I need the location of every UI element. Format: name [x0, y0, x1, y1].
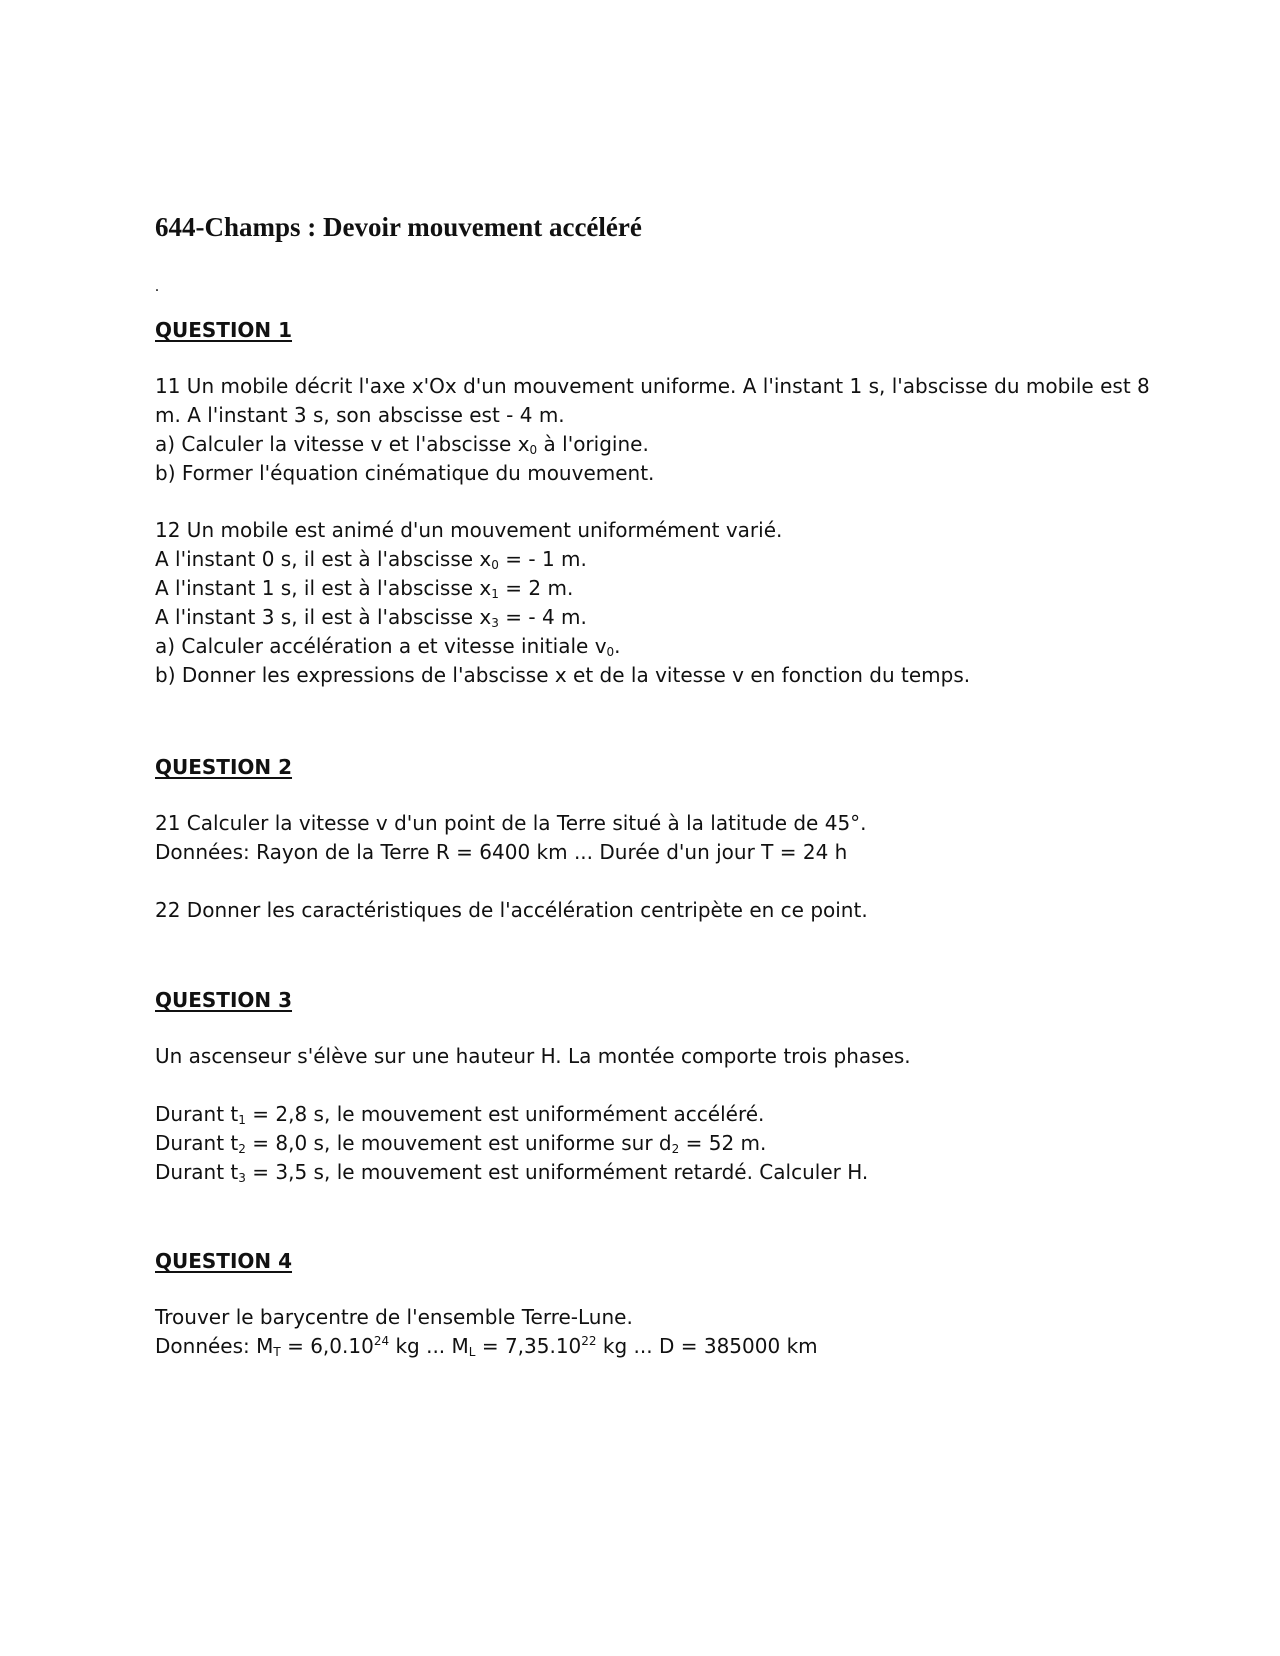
- q3-l1-sub: 1: [238, 1113, 246, 1127]
- q12-line-2: [155, 545, 587, 574]
- q12-l4-text: A l'instant 3 s, il est à l'abscisse x: [155, 605, 492, 629]
- q12-l3-text-end: = 2 m.: [498, 576, 574, 600]
- q3-l2-sub-d: 2: [671, 1142, 680, 1156]
- q3-phase-2: [155, 1129, 766, 1158]
- q12-a-sub: 0: [606, 645, 615, 659]
- q12-a-text-end: .: [614, 634, 621, 658]
- q3-l2-sub: 2: [238, 1142, 246, 1156]
- document-title: 644-Champs : Devoir mouvement accéléré: [155, 212, 642, 242]
- q12-l4-text-end: = - 4 m.: [498, 605, 587, 629]
- q4-data: [155, 1332, 818, 1361]
- q3-l2-text: Durant t: [155, 1131, 239, 1155]
- q3-l3-text: Durant t: [155, 1160, 239, 1184]
- q12-l2-text-end: = - 1 m.: [498, 547, 587, 571]
- q4-d-sub-t: T: [273, 1345, 281, 1359]
- q12-line-4: [155, 603, 587, 632]
- q12-l4-sub: 3: [491, 616, 499, 630]
- q4-d-sup-24: 24: [373, 1334, 390, 1348]
- q4-d-text-end: kg ... D = 385000 km: [596, 1334, 818, 1358]
- q4-d-text-mt: = 6,0.10: [280, 1334, 374, 1358]
- question-1-heading: QUESTION 1: [155, 318, 293, 342]
- q4-d-text: Données: M: [155, 1334, 274, 1358]
- q3-phase-1: [155, 1100, 764, 1129]
- q12-l3-text: A l'instant 1 s, il est à l'abscisse x: [155, 576, 492, 600]
- q11-line-1: 11 Un mobile décrit l'axe x'Ox d'un mouvement uniforme. A l'instant 1 s, l'abscisse du mobile est 8: [155, 374, 1150, 398]
- q3-intro: Un ascenseur s'élève sur une hauteur H. La montée comporte trois phases.: [155, 1044, 911, 1068]
- q12-l2-sub: 0: [491, 558, 499, 572]
- q12-line-3: [155, 574, 573, 603]
- q4-d-text-ml-val: = 7,35.10: [475, 1334, 582, 1358]
- separator-dot: .: [155, 278, 159, 295]
- q12-a-text: a) Calculer accélération a et vitesse initiale v: [155, 634, 607, 658]
- q3-l1-text: Durant t: [155, 1102, 239, 1126]
- q11-part-a: [155, 430, 649, 459]
- question-2-heading: QUESTION 2: [155, 755, 293, 779]
- question-3-heading: QUESTION 3: [155, 988, 293, 1012]
- q21-line-1: 21 Calculer la vitesse v d'un point de la Terre situé à la latitude de 45°.: [155, 811, 867, 835]
- q4-d-text-ml: kg ... M: [389, 1334, 469, 1358]
- q4-d-sup-22: 22: [581, 1334, 597, 1348]
- q12-l3-sub: 1: [491, 587, 499, 601]
- q22-line: 22 Donner les caractéristiques de l'accélération centripète en ce point.: [155, 898, 868, 922]
- q4-d-sub-l: L: [468, 1345, 476, 1359]
- q12-part-a: [155, 632, 621, 661]
- q3-l2-text-end: = 52 m.: [679, 1131, 767, 1155]
- q3-l1-text-end: = 2,8 s, le mouvement est uniformément accéléré.: [245, 1102, 765, 1126]
- q12-line-1: 12 Un mobile est animé d'un mouvement uniformément varié.: [155, 518, 783, 542]
- q11-line-2: m. A l'instant 3 s, son abscisse est - 4 m.: [155, 403, 565, 427]
- q11-part-b: b) Former l'équation cinématique du mouvement.: [155, 461, 655, 485]
- question-4-heading: QUESTION 4: [155, 1249, 293, 1273]
- q21-line-2: Données: Rayon de la Terre R = 6400 km ... Durée d'un jour T = 24 h: [155, 840, 848, 864]
- q3-phase-3: [155, 1158, 868, 1187]
- q11-a-text-end: à l'origine.: [537, 432, 649, 456]
- q12-l2-text: A l'instant 0 s, il est à l'abscisse x: [155, 547, 492, 571]
- q11-a-sub: 0: [529, 443, 538, 457]
- q12-part-b: b) Donner les expressions de l'abscisse x et de la vitesse v en fonction du temps.: [155, 663, 971, 687]
- q3-l3-text-end: = 3,5 s, le mouvement est uniformément retardé. Calculer H.: [245, 1160, 869, 1184]
- q11-a-text: a) Calculer la vitesse v et l'abscisse x: [155, 432, 530, 456]
- q4-line-1: Trouver le barycentre de l'ensemble Terre-Lune.: [155, 1305, 633, 1329]
- q3-l2-text-mid: = 8,0 s, le mouvement est uniforme sur d: [245, 1131, 672, 1155]
- q3-l3-sub: 3: [238, 1171, 246, 1185]
